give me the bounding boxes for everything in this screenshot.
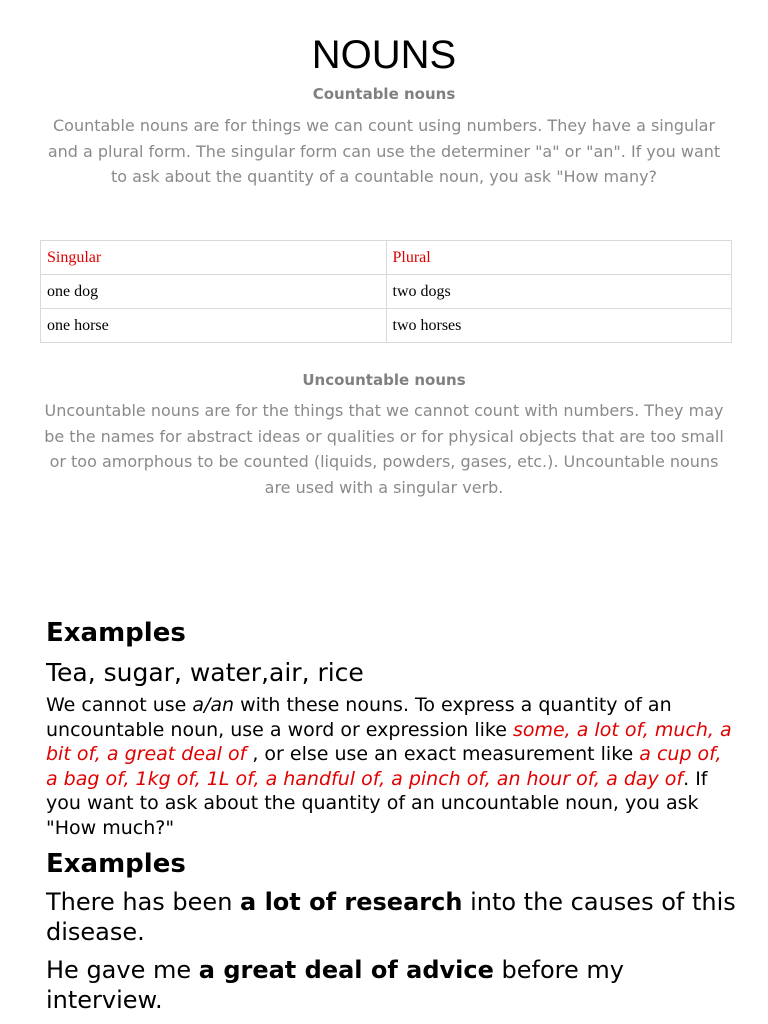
- bold-phrase: a lot of research: [240, 888, 463, 916]
- table-row: [41, 275, 732, 309]
- text-segment: We cannot use: [46, 694, 193, 716]
- text-segment: He gave me: [46, 956, 199, 984]
- text-segment: , or else use an exact measurement like: [246, 743, 640, 765]
- countable-nouns-heading: Countable nouns: [312, 85, 456, 103]
- text-segment: There has been: [46, 888, 241, 916]
- quantity-expressions: some, a lot of, much, a bit of, a great deal of: [46, 718, 732, 765]
- table-cell: one horse: [41, 309, 387, 343]
- text-segment: . If you want to ask about the quantity of an uncountable noun, you ask "How much?": [46, 767, 708, 839]
- example-sentence: [46, 955, 736, 1015]
- measurement-expressions: a cup of, a bag of, 1kg of, 1L of, a handful of, a pinch of, an hour of, a day of: [46, 743, 722, 790]
- table-cell: one dog: [41, 275, 387, 309]
- italic-segment: a/an: [192, 694, 235, 716]
- example-words: Tea, sugar, water,air, rice: [46, 658, 364, 687]
- example-sentence: [46, 887, 736, 947]
- bold-phrase: a great deal of advice: [198, 956, 494, 984]
- singular-plural-table: [40, 240, 732, 343]
- text-segment: before my interview.: [46, 956, 624, 1014]
- table-header-singular: Singular: [41, 241, 387, 275]
- examples-heading-2: Examples: [46, 849, 186, 879]
- examples-heading: Examples: [46, 618, 186, 648]
- table-header-row: [41, 241, 732, 275]
- table-cell: two dogs: [386, 275, 732, 309]
- table-cell: two horses: [386, 309, 732, 343]
- uncountable-nouns-description: Uncountable nouns are for the things that we cannot count with numbers. They may be the names for abstract ideas or qualities or for physical objects that are too small or too amorphous to be counted (liquids, powders, gases, etc.). Uncountable nouns are used with a singular verb.: [44, 401, 724, 497]
- table-row: [41, 309, 732, 343]
- countable-nouns-description: Countable nouns are for things we can count using numbers. They have a singular and a plural form. The singular form can use the determiner "a" or "an". If you want to ask about the quantity of a countable noun, you ask "How many?: [47, 116, 721, 186]
- text-segment: with these nouns. To express a quantity of an uncountable noun, use a word or expression like: [46, 694, 672, 741]
- text-segment: into the causes of this disease.: [46, 888, 736, 946]
- page-title: NOUNS: [311, 33, 457, 77]
- uncountable-nouns-heading: Uncountable nouns: [302, 371, 466, 389]
- table-header-plural: Plural: [386, 241, 732, 275]
- quantity-explanation: [46, 693, 736, 840]
- slide-examples: [0, 600, 768, 1024]
